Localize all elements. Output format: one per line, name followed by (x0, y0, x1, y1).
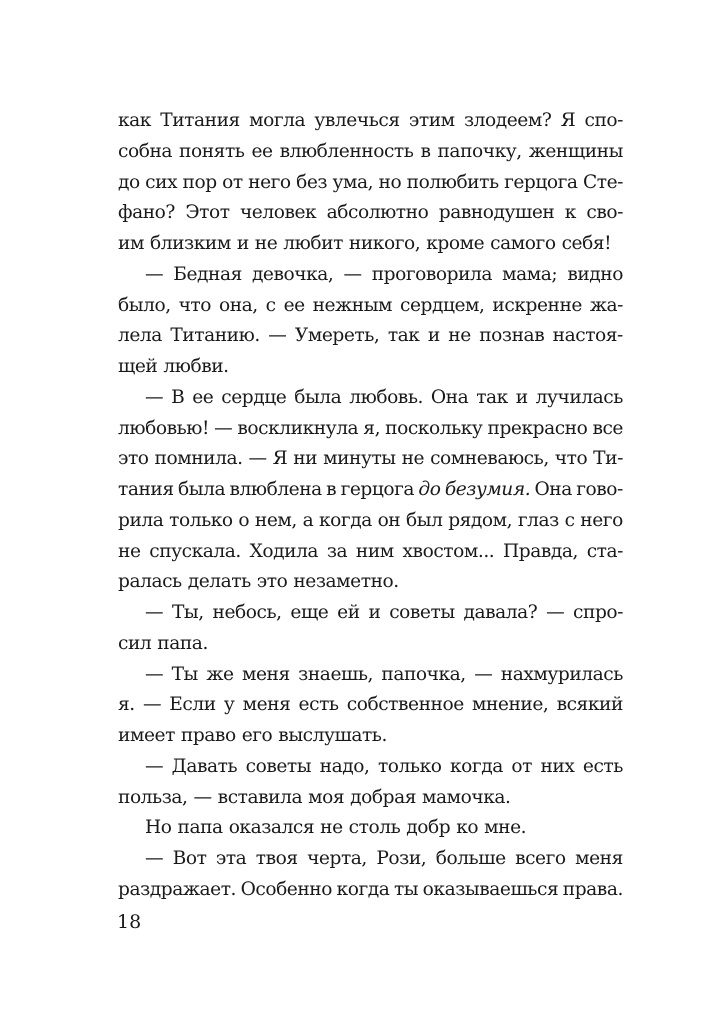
text-line: как Титания могла увлечься этим злодеем? Я спо- (118, 110, 623, 131)
text-line: фано? Этот человек абсолютно равнодушен к сво- (118, 202, 623, 224)
text-line: — Ты же меня знаешь, папочка, — нахмурилась (145, 663, 623, 685)
text-line: ралась делать это незаметно. (118, 571, 399, 593)
text-line: рила только о нем, а когда он был рядом, глаз с него (118, 509, 623, 531)
text-line: было, что она, с ее нежным сердцем, искренне жа- (118, 294, 623, 316)
text-line: тания была влюблена в герцога до безумия. Она гово- (118, 479, 623, 500)
text-line: имеет право его выслушать. (118, 725, 387, 746)
text-line: им близким и не любит никого, кроме самого себя! (118, 233, 612, 254)
text-line: — В ее сердце была любовь. Она так и лучилась (145, 386, 623, 408)
text-line: это помнила. — Я ни минуты не сомневаюсь, что Ти- (118, 448, 623, 470)
text-line: лела Титанию. — Умереть, так и не познав настоя- (118, 325, 623, 347)
page-number: 18 (117, 911, 142, 933)
text-line: — Вот эта твоя черта, Рози, больше всего меня (145, 848, 623, 869)
text-line: до сих пор от него без ума, но полюбить герцога Сте- (118, 171, 623, 193)
text-line: любовью! — воскликнула я, поскольку прекрасно все (118, 417, 623, 439)
page-text (118, 106, 623, 906)
text-line: я. — Если у меня есть собственное мнение, всякий (118, 694, 623, 716)
text-line: — Ты, небось, еще ей и советы давала? — спро- (145, 602, 623, 623)
text-line: — Бедная девочка, — проговорила мама; видно (145, 263, 623, 285)
text-line: — Давать советы надо, только когда от них есть (145, 755, 623, 777)
text-line: сил папа. (118, 632, 208, 654)
text-line: раздражает. Особенно когда ты оказываешься права. (118, 878, 623, 900)
text-line: польза, — вставила моя добрая мамочка. (118, 786, 511, 808)
text-line: Но папа оказался не столь добр ко мне. (145, 817, 527, 839)
text-line: не спускала. Ходила за ним хвостом... Правда, ста- (118, 540, 623, 562)
text-line: щей любви. (118, 356, 229, 377)
text-line: собна понять ее влюбленность в папочку, женщины (118, 140, 623, 162)
